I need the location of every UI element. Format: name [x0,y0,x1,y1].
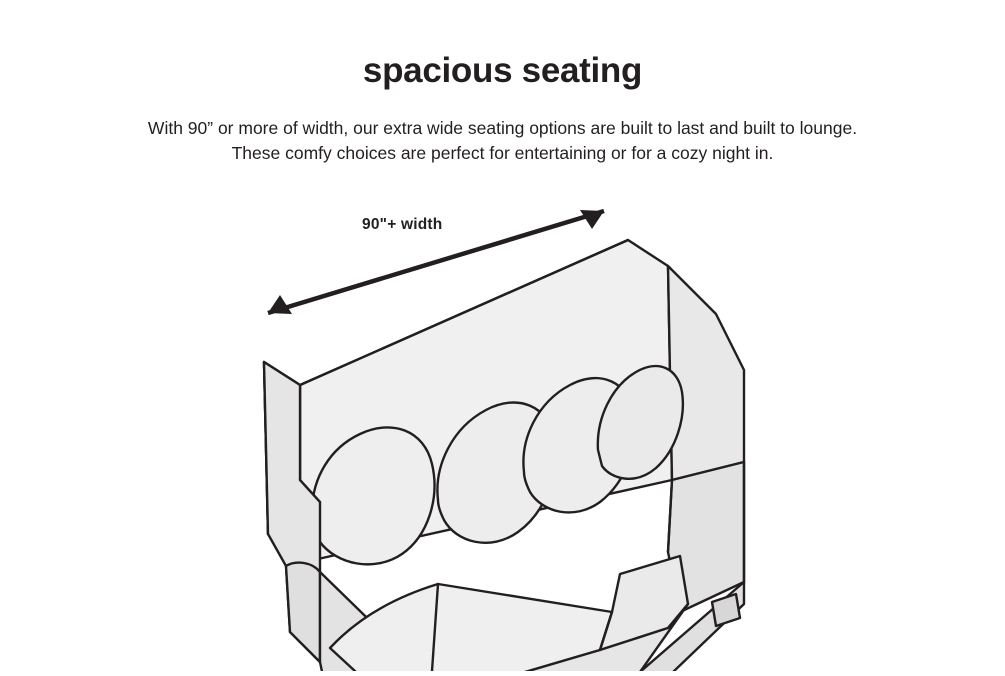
left-arm-front [286,563,320,662]
page-subtitle [50,116,955,167]
dimension-label: 90"+ width [362,216,443,233]
page-title: spacious seating [362,51,643,90]
sofa-right-arm-back [668,266,744,480]
sofa-illustration [0,180,1005,671]
subtitle-line-2: These comfy choices are perfect for entertaining or for a cozy night in. [231,143,774,164]
sofa-body-group [264,240,744,671]
sofa-drawing-svg [0,180,1005,671]
sofa-foot-right [712,594,740,626]
subtitle-line-1: With 90” or more of width, our extra wide seating options are built to last and built to lounge. [147,118,858,138]
